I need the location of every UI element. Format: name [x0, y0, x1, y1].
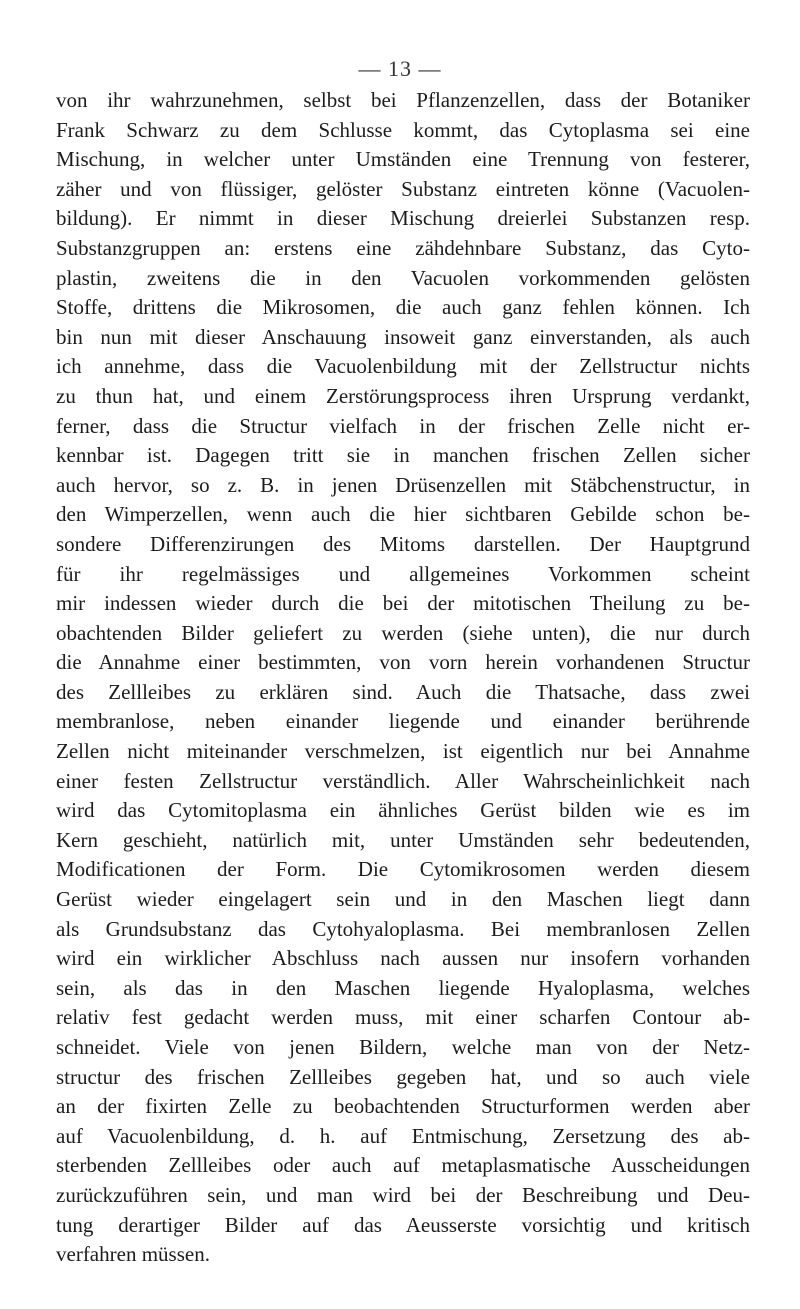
text-line: tung derartiger Bilder auf das Aeusserste vorsichtig und kritisch: [56, 1212, 750, 1237]
text-line: structur des frischen Zellleibes gegeben hat, und so auch viele: [56, 1064, 750, 1089]
text-line: Substanzgruppen an: erstens eine zähdehnbare Substanz, das Cyto-: [56, 235, 750, 260]
text-line: als Grundsubstanz das Cytohyaloplasma. Bei membranlosen Zellen: [56, 916, 750, 941]
text-line: Kern geschieht, natürlich mit, unter Umständen sehr bedeutenden,: [56, 827, 750, 852]
text-line: schneidet. Viele von jenen Bildern, welche man von der Netz-: [56, 1035, 750, 1059]
text-line: membranlose, neben einander liegende und einander berührende: [56, 709, 750, 734]
text-line: Modificationen der Form. Die Cytomikrosomen werden diesem: [56, 857, 750, 882]
text-line: obachtenden Bilder geliefert zu werden (siehe unten), die nur durch: [56, 620, 750, 645]
body-text: [56, 86, 750, 1270]
text-line: zu thun hat, und einem Zerstörungsprocess ihren Ursprung verdankt,: [56, 383, 750, 408]
text-line: bildung). Er nimmt in dieser Mischung dreierlei Substanzen resp.: [56, 206, 750, 231]
text-line: relativ fest gedacht werden muss, mit einer scharfen Contour ab-: [56, 1005, 750, 1030]
text-line: kennbar ist. Dagegen tritt sie in manchen frischen Zellen sicher: [56, 443, 750, 468]
text-line: auch hervor, so z. B. in jenen Drüsenzellen mit Stäbchenstructur, in: [56, 472, 750, 497]
text-line: an der fixirten Zelle zu beobachtenden Structurformen werden aber: [56, 1094, 750, 1119]
text-line: sein, als das in den Maschen liegende Hyaloplasma, welches: [56, 975, 750, 1000]
text-line: wird das Cytomitoplasma ein ähnliches Gerüst bilden wie es im: [56, 798, 750, 823]
text-line: Zellen nicht miteinander verschmelzen, ist eigentlich nur bei Annahme: [56, 739, 750, 764]
text-line: zurückzuführen sein, und man wird bei der Beschreibung und Deu-: [56, 1182, 750, 1207]
text-line: sterbenden Zellleibes oder auch auf metaplasmatische Ausscheidungen: [56, 1153, 750, 1178]
text-line: von ihr wahrzunehmen, selbst bei Pflanzenzellen, dass der Botaniker: [56, 88, 750, 112]
text-line: mir indessen wieder durch die bei der mitotischen Theilung zu be-: [56, 591, 750, 616]
text-line: sondere Differenzirungen des Mitoms darstellen. Der Hauptgrund: [56, 531, 750, 556]
text-line: Gerüst wieder eingelagert sein und in den Maschen liegt dann: [56, 887, 750, 912]
text-line: einer festen Zellstructur verständlich. Aller Wahrscheinlichkeit nach: [56, 768, 750, 793]
text-line: Frank Schwarz zu dem Schlusse kommt, das Cytoplasma sei eine: [56, 117, 750, 142]
text-line: den Wimperzellen, wenn auch die hier sichtbaren Gebilde schon be-: [56, 502, 750, 527]
text-line: bin nun mit dieser Anschauung insoweit ganz einverstanden, als auch: [56, 324, 750, 349]
text-line: wird ein wirklicher Abschluss nach aussen nur insofern vorhanden: [56, 946, 750, 971]
text-line: Stoffe, drittens die Mikrosomen, die auch ganz fehlen können. Ich: [56, 295, 750, 320]
text-line: die Annahme einer bestimmten, von vorn herein vorhandenen Structur: [56, 650, 750, 675]
page-number: — 13 —: [358, 56, 442, 81]
text-line: zäher und von flüssiger, gelöster Substanz eintreten könne (Vacuolen-: [56, 176, 750, 201]
text-line: ich annehme, dass die Vacuolenbildung mit der Zellstructur nichts: [56, 354, 750, 379]
text-line: des Zellleibes zu erklären sind. Auch die Thatsache, dass zwei: [56, 679, 750, 704]
text-line: ferner, dass die Structur vielfach in der frischen Zelle nicht er-: [56, 413, 750, 438]
text-line: Mischung, in welcher unter Umständen eine Trennung von festerer,: [56, 147, 750, 172]
text-line: für ihr regelmässiges und allgemeines Vorkommen scheint: [56, 561, 750, 586]
text-line: plastin, zweitens die in den Vacuolen vorkommenden gelösten: [56, 265, 750, 290]
text-line: auf Vacuolenbildung, d. h. auf Entmischung, Zersetzung des ab-: [56, 1123, 750, 1148]
text-line: verfahren müssen.: [56, 1242, 210, 1267]
